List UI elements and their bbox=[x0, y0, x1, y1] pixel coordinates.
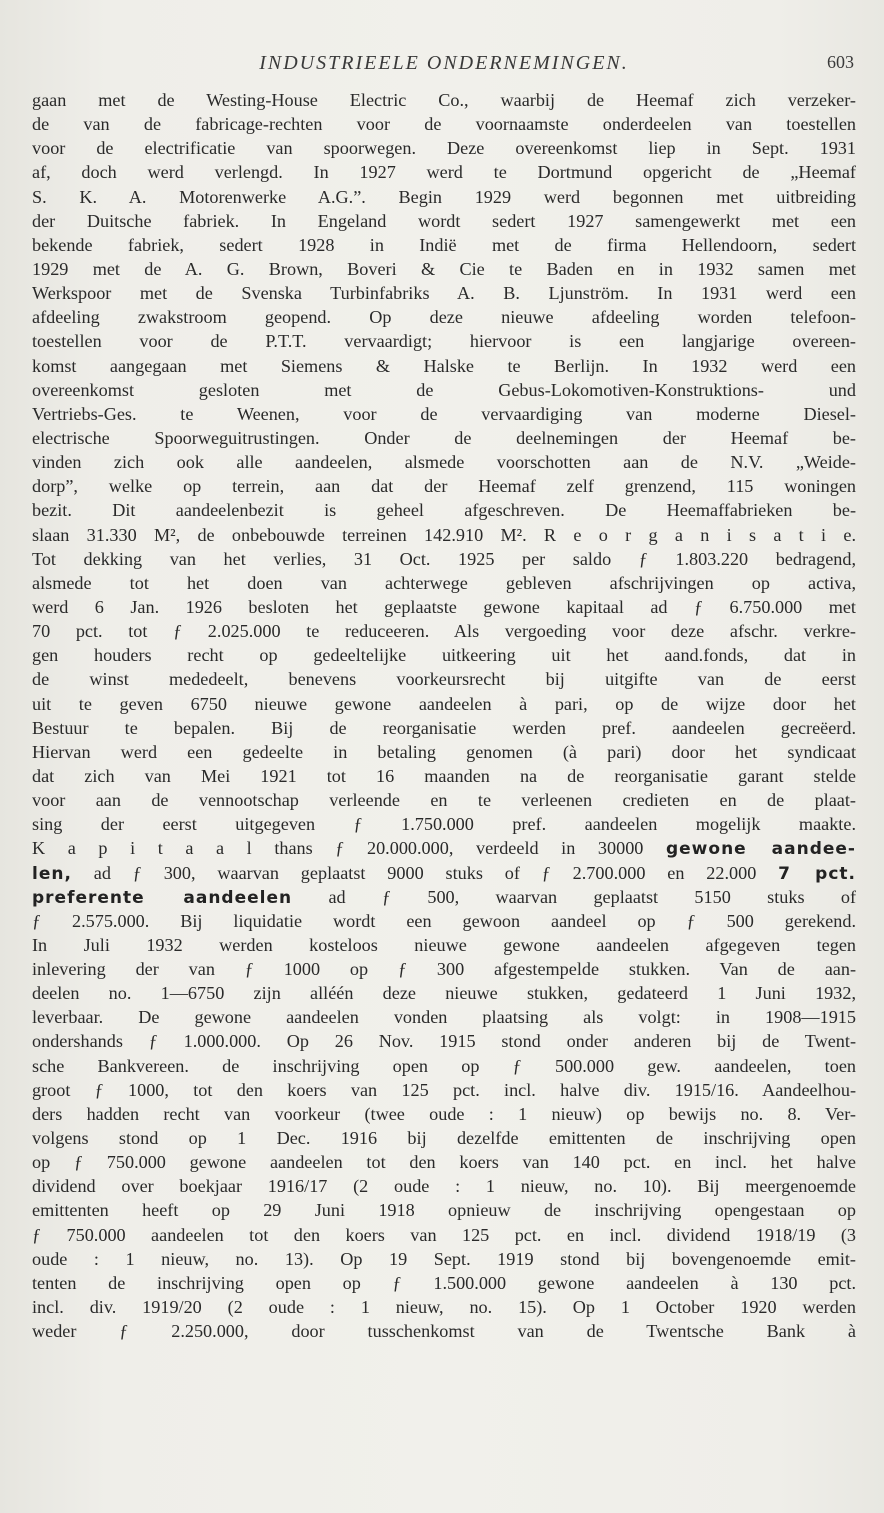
text-line: der Duitsche fabriek. In Engeland wordt sedert 1927 samengewerkt met een bbox=[32, 210, 856, 231]
text-line: Tot dekking van het verlies, 31 Oct. 1925 per saldo ƒ 1.803.220 bedragend, bbox=[32, 548, 856, 569]
text-line: voor de electrificatie van spoorwegen. Deze overeenkomst liep in Sept. 1931 bbox=[32, 138, 856, 159]
text-line: gen houders recht op gedeeltelijke uitkeering uit het aand.fonds, dat in bbox=[32, 645, 856, 666]
page-header bbox=[32, 52, 856, 88]
text-line: ders hadden recht van voorkeur (twee oude : 1 nieuw) op bewijs no. 8. Ver- bbox=[32, 1103, 856, 1124]
preferente-text: ad ƒ 500, waarvan geplaatst 5150 stuks of bbox=[328, 886, 856, 907]
text-line: sche Bankvereen. de inschrijving open op ƒ 500.000 gew. aandeelen, toen bbox=[32, 1055, 856, 1076]
text-line-kapitaal bbox=[32, 836, 856, 860]
text-line: alsmede tot het doen van achterwege gebleven afschrijvingen op activa, bbox=[32, 572, 856, 593]
text-line: dat zich van Mei 1921 tot 16 maanden na de reorganisatie garant stelde bbox=[32, 765, 856, 786]
kapitaal-text: K a p i t a a l thans ƒ 20.000.000, verdeeld in 30000 bbox=[32, 838, 644, 859]
text-line: de winst mededeelt, benevens voorkeursrecht bij uitgifte van de eerst bbox=[32, 669, 856, 690]
running-title: INDUSTRIEELE ONDERNEMINGEN. bbox=[259, 52, 629, 74]
text-line: bezit. Dit aandeelenbezit is geheel afgeschreven. De Heemaffabrieken be- bbox=[32, 500, 856, 521]
text-line-kapitaal-cont bbox=[32, 861, 856, 885]
text-line: tenten de inschrijving open op ƒ 1.500.000 gewone aandeelen à 130 pct. bbox=[32, 1272, 856, 1293]
text-line: groot ƒ 1000, tot den koers van 125 pct. incl. halve div. 1915/16. Aandeelhou- bbox=[32, 1079, 856, 1100]
page-number: 603 bbox=[827, 52, 854, 72]
text-line: ƒ 2.575.000. Bij liquidatie wordt een gewoon aandeel op ƒ 500 gerekend. bbox=[32, 910, 856, 931]
text-line: 70 pct. tot ƒ 2.025.000 te reduceeren. Als vergoeding voor deze afschr. verkre- bbox=[32, 621, 856, 642]
text-line: 1929 met de A. G. Brown, Boveri & Cie te Baden en in 1932 samen met bbox=[32, 258, 856, 279]
text-line: dividend over boekjaar 1916/17 (2 oude : 1 nieuw, no. 10). Bij meergenoemde bbox=[32, 1176, 856, 1197]
text-line: vinden zich ook alle aandeelen, alsmede voorschotten aan de N.V. „Weide- bbox=[32, 452, 856, 473]
text-line: werd 6 Jan. 1926 besloten het geplaatste gewone kapitaal ad ƒ 6.750.000 met bbox=[32, 596, 856, 617]
text-line: In Juli 1932 werden kosteloos nieuwe gewone aandeelen afgegeven tegen bbox=[32, 934, 856, 955]
text-line: afdeeling zwakstroom geopend. Op deze nieuwe afdeeling worden telefoon- bbox=[32, 307, 856, 328]
text-line: Werkspoor met de Svenska Turbinfabriks A. B. Ljunström. In 1931 werd een bbox=[32, 283, 856, 304]
text-line: op ƒ 750.000 gewone aandeelen tot den koers van 140 pct. en incl. het halve bbox=[32, 1152, 856, 1173]
text-line: ƒ 750.000 aandeelen tot den koers van 125 pct. en incl. dividend 1918/19 (3 bbox=[32, 1224, 856, 1245]
text-line: oude : 1 nieuw, no. 13). Op 19 Sept. 1919 stond bij bovengenoemde emit- bbox=[32, 1248, 856, 1269]
text-line-last: weder ƒ 2.250.000, door tusschenkomst van de Twentsche Bank à bbox=[32, 1321, 856, 1342]
text-line: Hiervan werd een gedeelte in betaling genomen (à pari) door het syndicaat bbox=[32, 741, 856, 762]
text-line: komst aangegaan met Siemens & Halske te Berlijn. In 1932 werd een bbox=[32, 355, 856, 376]
text-line: Bestuur te bepalen. Bij de reorganisatie werden pref. aandeelen gecreëerd. bbox=[32, 717, 856, 738]
text-line: slaan 31.330 M², de onbebouwde terreinen 142.910 M². R e o r g a n i s a t i e. bbox=[32, 524, 856, 545]
bold-phrase-preferente: preferente aandeelen bbox=[32, 887, 293, 908]
text-line: bekende fabriek, sedert 1928 in Indië met de firma Hellendoorn, sedert bbox=[32, 234, 856, 255]
text-line: ondershands ƒ 1.000.000. Op 26 Nov. 1915 stond onder anderen bij de Twent- bbox=[32, 1031, 856, 1052]
text-line: af, doch werd verlengd. In 1927 werd te Dortmund opgericht de „Heemaf bbox=[32, 162, 856, 183]
body-text bbox=[32, 88, 856, 1343]
text-line: de van de fabricage-rechten voor de voornaamste onderdeelen van toestellen bbox=[32, 114, 856, 135]
text-line: overeenkomst gesloten met de Gebus-Lokomotiven-Konstruktions- und bbox=[32, 379, 856, 400]
text-line: electrische Spoorweguitrustingen. Onder de deelnemingen der Heemaf be- bbox=[32, 427, 856, 448]
text-line: volgens stond op 1 Dec. 1916 bij dezelfde emittenten de inschrijving open bbox=[32, 1128, 856, 1149]
text-line: Vertriebs-Ges. te Weenen, voor de vervaardiging van moderne Diesel- bbox=[32, 403, 856, 424]
text-line: sing der eerst uitgegeven ƒ 1.750.000 pref. aandeelen mogelijk maakte. bbox=[32, 814, 856, 835]
text-line: emittenten heeft op 29 Juni 1918 opnieuw de inschrijving opengestaan op bbox=[32, 1200, 856, 1221]
text-line: gaan met de Westing-House Electric Co., waarbij de Heemaf zich verzeker- bbox=[32, 90, 856, 110]
text-line: leverbaar. De gewone aandeelen vonden plaatsing als volgt: in 1908—1915 bbox=[32, 1007, 856, 1028]
text-line: voor aan de vennootschap verleende en te verleenen credieten en de plaat- bbox=[32, 790, 856, 811]
text-line: S. K. A. Motorenwerke A.G.”. Begin 1929 werd begonnen met uitbreiding bbox=[32, 186, 856, 207]
kapitaal-cont-text: ad ƒ 300, waarvan geplaatst 9000 stuks of ƒ 2.700.000 en 22.000 bbox=[93, 862, 757, 883]
text-line: dorp”, welke op terrein, aan dat der Heemaf zelf grenzend, 115 woningen bbox=[32, 476, 856, 497]
text-line: deelen no. 1—6750 zijn alléén deze nieuwe stukken, gedateerd 1 Juni 1932, bbox=[32, 983, 856, 1004]
bold-phrase-len: len, bbox=[32, 863, 72, 884]
bold-phrase-gewone: gewone aandee- bbox=[665, 839, 856, 860]
text-line-preferente bbox=[32, 885, 856, 909]
text-line: toestellen voor de P.T.T. vervaardigt; hiervoor is een langjarige overeen- bbox=[32, 331, 856, 352]
text-line: inlevering der van ƒ 1000 op ƒ 300 afgestempelde stukken. Van de aan- bbox=[32, 959, 856, 980]
text-line: uit te geven 6750 nieuwe gewone aandeelen à pari, op de wijze door het bbox=[32, 693, 856, 714]
bold-phrase-7pct: 7 pct. bbox=[778, 863, 856, 884]
text-line: incl. div. 1919/20 (2 oude : 1 nieuw, no. 15). Op 1 October 1920 werden bbox=[32, 1297, 856, 1318]
